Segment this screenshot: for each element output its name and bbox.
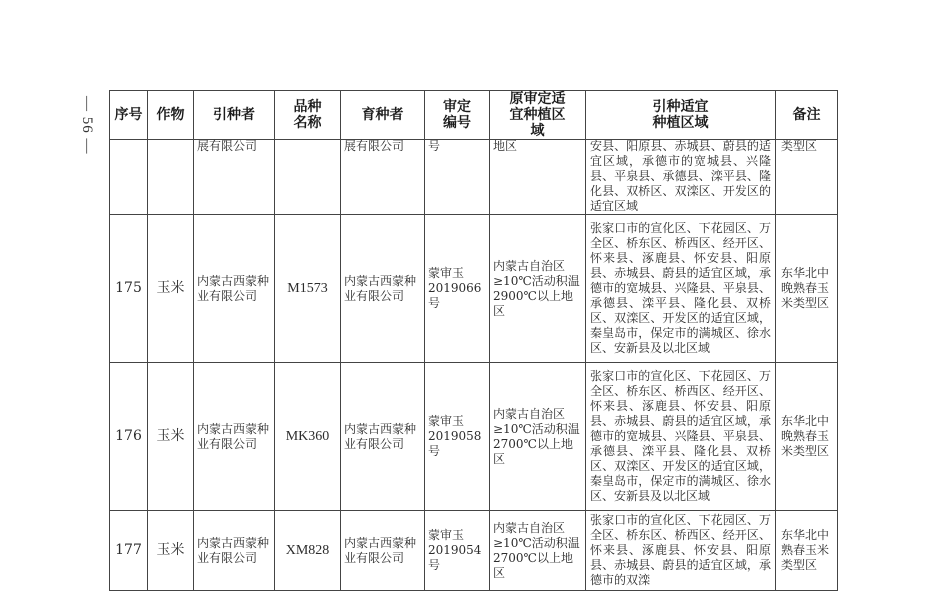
cell-introducer: 内蒙古西蒙种业有限公司: [194, 215, 275, 363]
cell-crop: [148, 140, 194, 215]
cell-variety: MK360: [275, 363, 341, 511]
cell-approval: [425, 140, 490, 215]
header-orig-region-text: 原审定适宜种植区域: [509, 91, 566, 139]
header-orig-region: [490, 91, 586, 140]
cell-seq: [110, 140, 148, 215]
cell-intro-region: [586, 511, 776, 591]
cell-intro-region: [586, 140, 776, 215]
table-row: [110, 215, 838, 363]
cell-crop: 玉米: [148, 363, 194, 511]
header-variety: [275, 91, 341, 140]
header-intro-region-text: 引种适宜种植区域: [652, 99, 709, 131]
cell-intro-region-clip: [590, 140, 771, 214]
cell-seq: 176: [110, 363, 148, 511]
header-approval: [425, 91, 490, 140]
cell-intro-region: 张家口市的宣化区、下花园区、万全区、桥东区、桥西区、经开区、怀来县、涿鹿县、怀安县、阳原县、赤城县、蔚县的适宜区域，承德市的宽城县、兴隆县、平泉县、承德县、滦平县、隆化县、双桥区、双滦区、开发区的适宜区域，秦皇岛市，保定市的满城区、徐水区、安新县及以北区域: [586, 215, 776, 363]
cell-approval-text: 号: [428, 139, 441, 153]
cell-orig-region: 内蒙古自治区≥10℃活动积温2700℃以上地区: [490, 511, 586, 591]
cell-introducer: 内蒙古西蒙种业有限公司: [194, 511, 275, 591]
header-breeder: 育种者: [341, 91, 425, 140]
cell-intro-region: 张家口市的宣化区、下花园区、万全区、桥东区、桥西区、经开区、怀来县、涿鹿县、怀安县、阳原县、赤城县、蔚县的适宜区域，承德市的宽城县、兴隆县、平泉县、承德县、滦平县、隆化县、双桥区、双滦区、开发区的适宜区域，秦皇岛市，保定市的满城区、徐水区、安新县及以北区域: [586, 363, 776, 511]
cell-breeder: 内蒙古西蒙种业有限公司: [341, 215, 425, 363]
cell-crop: 玉米: [148, 215, 194, 363]
page-number: — 56 —: [79, 96, 95, 155]
variety-table-sheet: [109, 90, 839, 601]
cell-orig-region: [490, 140, 586, 215]
header-variety-text: 品种名称: [293, 99, 322, 131]
cell-intro-region-text: 张家口市的宣化区、下花园区、万全区、桥东区、桥西区、经开区、怀来县、涿鹿县、怀安县、阳原县、赤城县、蔚县的适宜区域，承德市的双滦: [590, 513, 771, 587]
cell-remark: 东华北中晚熟春玉米类型区: [776, 215, 838, 363]
header-introducer: 引种者: [194, 91, 275, 140]
cell-orig-region-text: 地区: [493, 139, 518, 153]
cell-breeder: 内蒙古西蒙种业有限公司: [341, 511, 425, 591]
cell-remark: 东华北中熟春玉米类型区: [776, 511, 838, 591]
cell-introducer-text: 展有限公司: [197, 139, 258, 153]
cell-approval: 蒙审玉2019054号: [425, 511, 490, 591]
cell-breeder-text: 展有限公司: [344, 139, 405, 153]
cell-approval: 蒙审玉2019058号: [425, 363, 490, 511]
table-row: [110, 363, 838, 511]
cell-orig-region: 内蒙古自治区≥10℃活动积温2700℃以上地区: [490, 363, 586, 511]
header-seq: 序号: [110, 91, 148, 140]
header-remark: 备注: [776, 91, 838, 140]
cell-introducer: [194, 140, 275, 215]
cell-breeder: 内蒙古西蒙种业有限公司: [341, 363, 425, 511]
cell-breeder: [341, 140, 425, 215]
cell-variety: M1573: [275, 215, 341, 363]
cell-variety: XM828: [275, 511, 341, 591]
header-intro-region: [586, 91, 776, 140]
table-row-continued: [110, 140, 838, 215]
cell-remark: [776, 140, 838, 215]
cell-seq: 177: [110, 511, 148, 591]
cell-orig-region: 内蒙古自治区≥10℃活动积温2900℃以上地区: [490, 215, 586, 363]
cell-introducer: 内蒙古西蒙种业有限公司: [194, 363, 275, 511]
variety-table: [109, 90, 838, 591]
cell-crop: 玉米: [148, 511, 194, 591]
cell-remark: 东华北中晚熟春玉米类型区: [776, 363, 838, 511]
cell-seq: 175: [110, 215, 148, 363]
cell-intro-region-clip: [590, 511, 771, 589]
header-approval-text: 审定编号: [443, 99, 471, 131]
header-crop: 作物: [148, 91, 194, 140]
cell-approval: 蒙审玉2019066号: [425, 215, 490, 363]
cell-remark-text: 类型区: [781, 139, 818, 153]
table-row: [110, 511, 838, 591]
table-header-row: [110, 91, 838, 140]
cell-intro-region-text: 安县、阳原县、赤城县、蔚县的适宜区域，承德市的宽城县、兴隆县、平泉县、承德县、滦平县、隆化县、双桥区、双滦区、开发区的适宜区域: [590, 140, 771, 213]
cell-variety: [275, 140, 341, 215]
